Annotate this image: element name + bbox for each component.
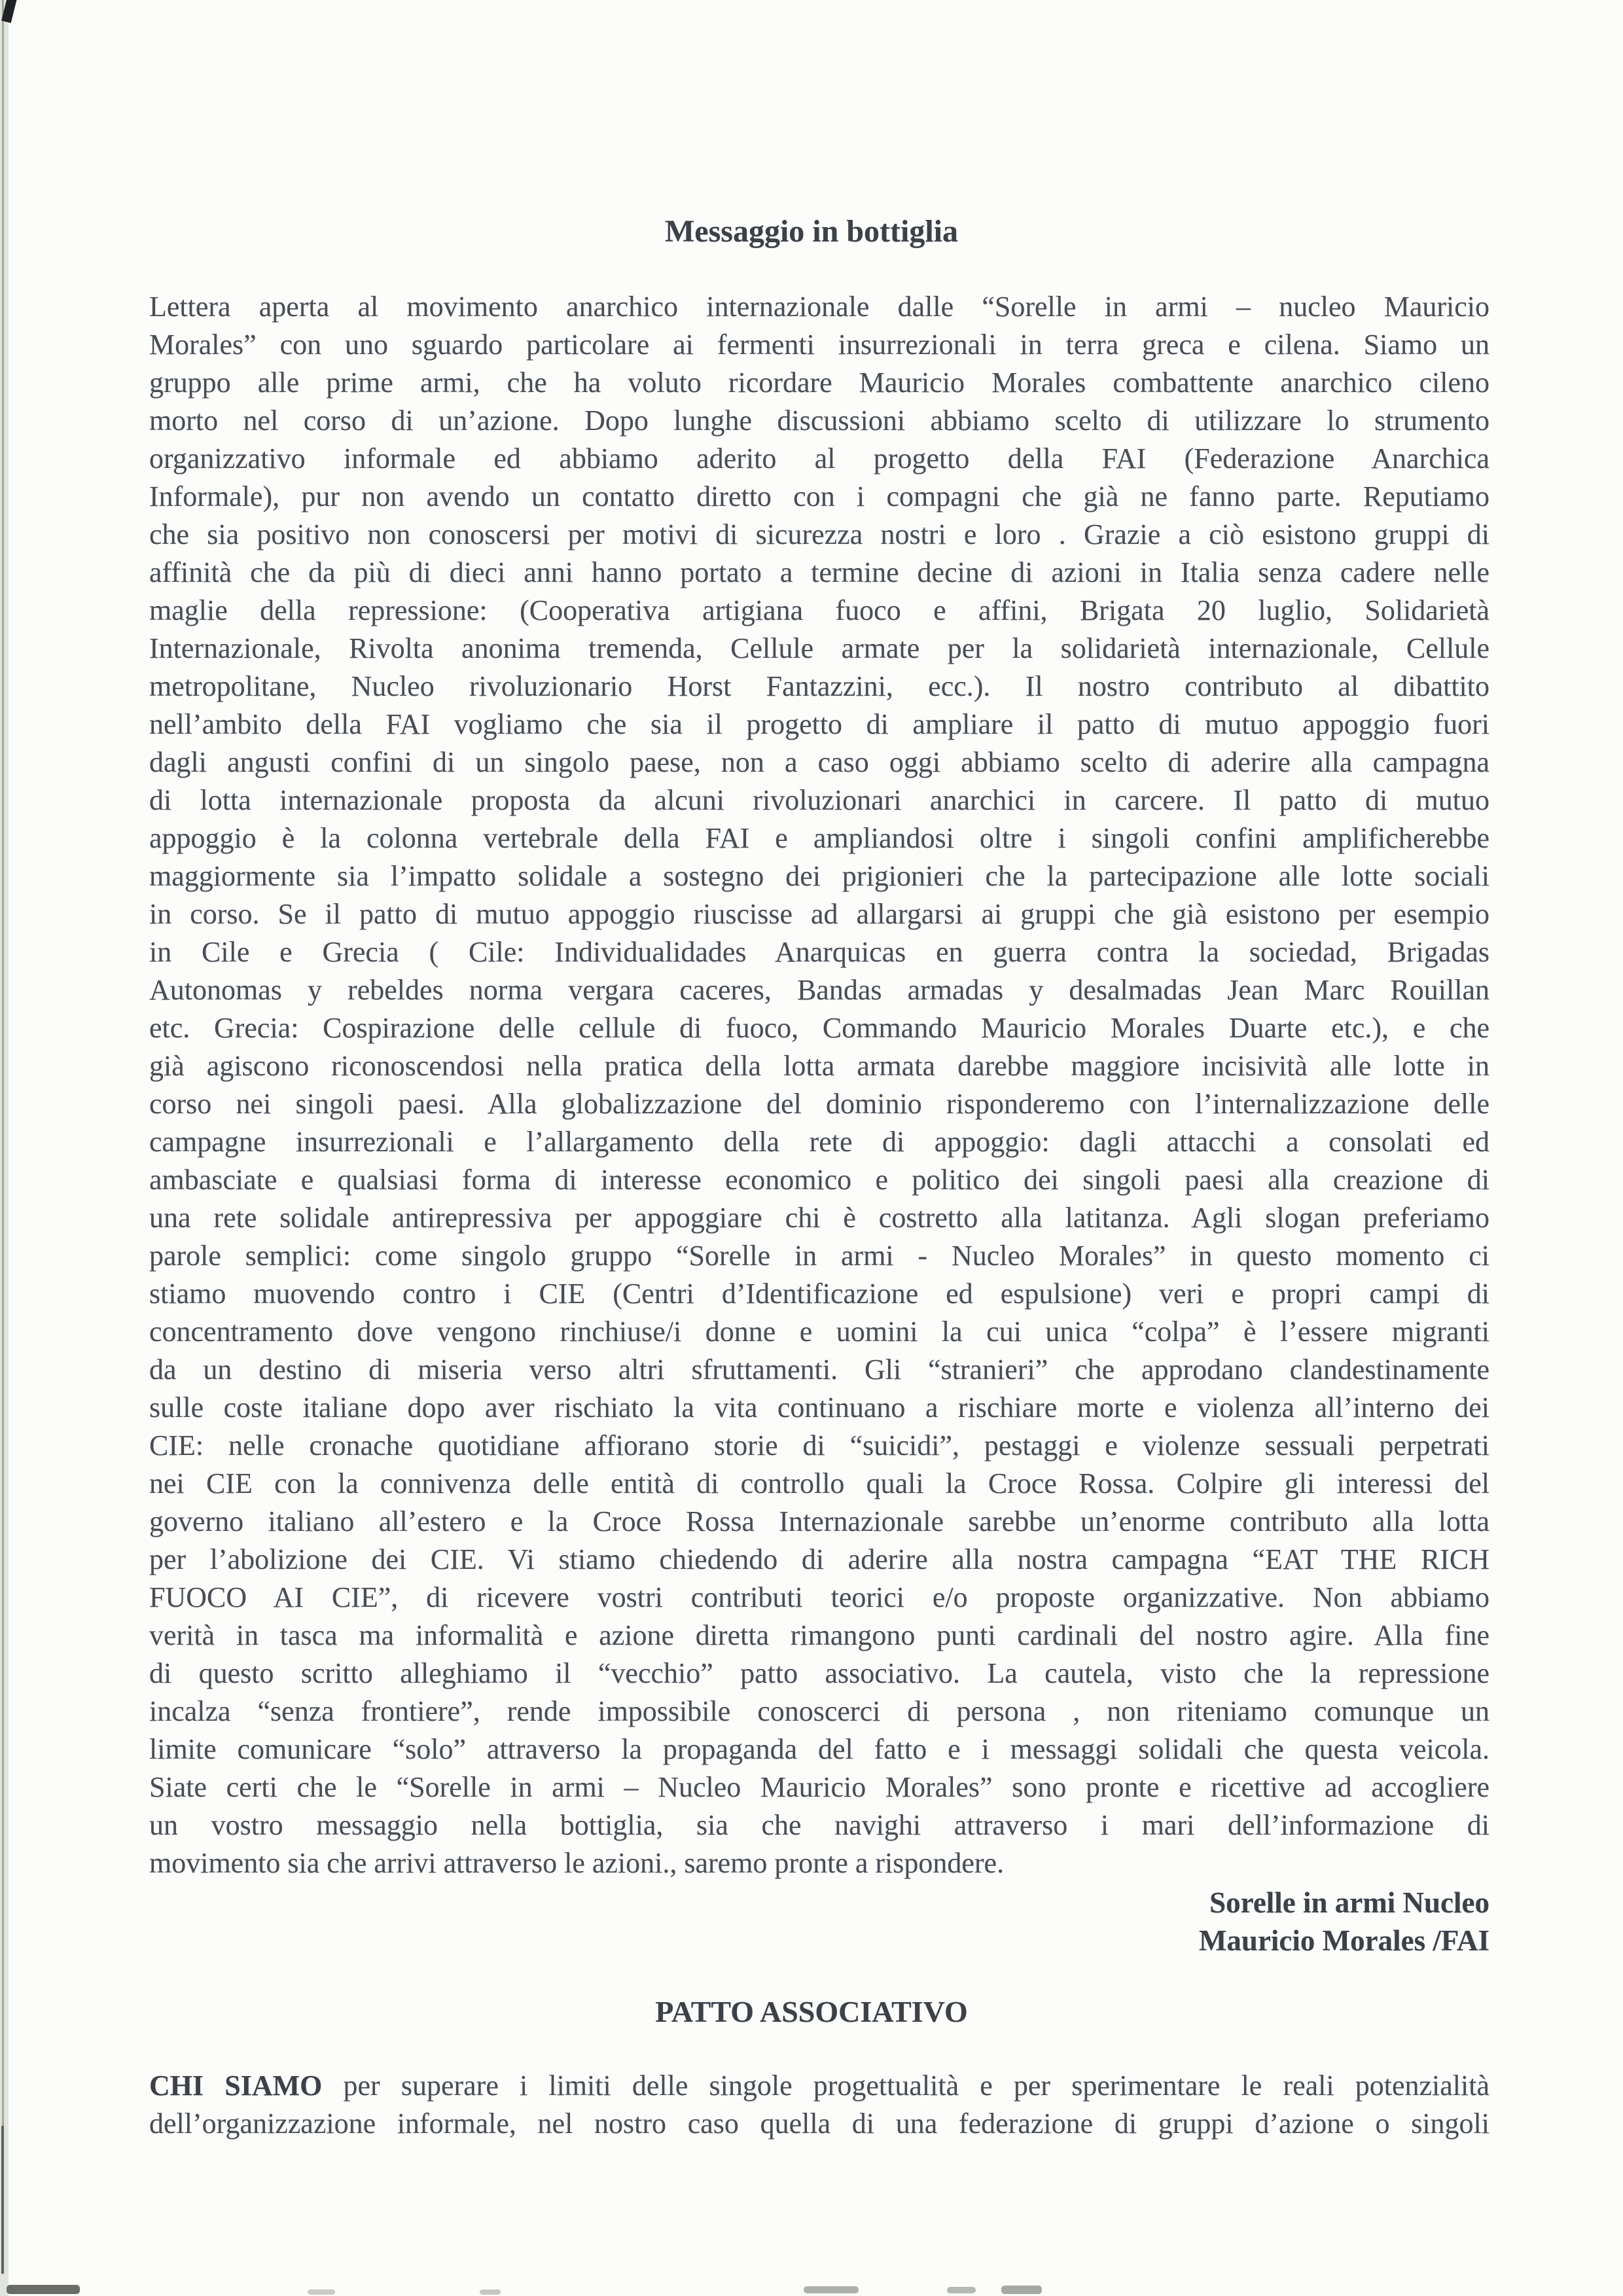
body-text-line: una rete solidale antirepressiva per appoggiare chi è costretto alla latitanza. Agli slogan preferiamo <box>149 1202 1489 1234</box>
body-text-line: corso nei singoli paesi. Alla globalizzazione del dominio risponderemo con l’internalizzazione delle <box>149 1088 1489 1120</box>
body-text-line: per l’abolizione dei CIE. Vi stiamo chiedendo di aderire alla nostra campagna “EAT THE RICH <box>149 1543 1489 1575</box>
section-heading-patto-associativo: PATTO ASSOCIATIVO <box>655 1995 968 2028</box>
body-text-line: dagli angusti confini di un singolo paese, non a caso oggi abbiamo scelto di aderire alla campagna <box>149 746 1489 778</box>
body-text-line: affinità che da più di dieci anni hanno portato a termine decine di azioni in Italia senza cadere nelle <box>149 556 1489 588</box>
body-text-line: in Cile e Grecia ( Cile: Individualidades Anarquicas en guerra contra la sociedad, Brigadas <box>149 936 1489 968</box>
body-text-line: organizzativo informale ed abbiamo aderito al progetto della FAI (Federazione Anarchica <box>149 442 1489 475</box>
body-text-line: Autonomas y rebeldes norma vergara caceres, Bandas armadas y desalmadas Jean Marc Rouillan <box>149 974 1489 1006</box>
body-text-line: Internazionale, Rivolta anonima tremenda, Cellule armate per la solidarietà internazionale, Cellule <box>149 632 1489 664</box>
scan-edge-line-dark-segment <box>1 2126 4 2274</box>
body-text-line: nell’ambito della FAI vogliamo che sia il progetto di ampliare il patto di mutuo appoggio fuori <box>149 708 1489 740</box>
body-text-line: maggiormente sia l’impatto solidale a sostegno dei prigionieri che la partecipazione alle lotte sociali <box>149 860 1489 892</box>
chi-siamo-bold-prefix: CHI SIAMO <box>149 2070 323 2102</box>
body-text-line: incalza “senza frontiere”, rende impossibile conoscerci di persona , non riteniamo comunque un <box>149 1695 1489 1727</box>
body-text-line: in corso. Se il patto di mutuo appoggio riuscisse ad allargarsi ai gruppi che già esistono per esempio <box>149 898 1489 930</box>
body-text-line: CIE: nelle cronache quotidiane affiorano storie di “suicidi”, pestaggi e violenze sessuali perpetrati <box>149 1429 1489 1462</box>
body-text-line: sulle coste italiane dopo aver rischiato la vita continuano a rischiare morte e violenza all’interno dei <box>149 1391 1489 1424</box>
scan-smudge <box>1001 2286 1042 2294</box>
body-text-line: maglie della repressione: (Cooperativa artigiana fuoco e affini, Brigata 20 luglio, Solidarietà <box>149 594 1489 626</box>
body-text-line: Informale), pur non avendo un contatto diretto con i compagni che già ne fanno parte. Reputiamo <box>149 480 1489 512</box>
body-text-line: Lettera aperta al movimento anarchico internazionale dalle “Sorelle in armi – nucleo Mauricio <box>149 291 1489 323</box>
scan-smudge <box>308 2289 335 2295</box>
body-text-line: ambasciate e qualsiasi forma di interesse economico e politico dei singoli paesi alla creazione di <box>149 1164 1489 1196</box>
body-text-line: etc. Grecia: Cospirazione delle cellule di fuoco, Commando Mauricio Morales Duarte etc.), e che <box>149 1012 1489 1044</box>
body-text-line: FUOCO AI CIE”, di ricevere vostri contributi teorici e/o proposte organizzative. Non abbiamo <box>149 1581 1489 1613</box>
body-text-line: governo italiano all’estero e la Croce Rossa Internazionale sarebbe un’enorme contributo alla lotta <box>149 1505 1489 1537</box>
body-text-line: che sia positivo non conoscersi per motivi di sicurezza nostri e loro . Grazie a ciò esistono gruppi di <box>149 518 1489 550</box>
body-text-line: di questo scritto alleghiamo il “vecchio” patto associativo. La cautela, visto che la repressione <box>149 1657 1489 1689</box>
signature-line-2: Mauricio Morales /FAI <box>1198 1924 1489 1957</box>
scan-edge-line <box>2 0 4 2274</box>
body-text-line: limite comunicare “solo” attraverso la propaganda del fatto e i messaggi solidali che questa veicola. <box>149 1733 1489 1765</box>
document-title: Messaggio in bottiglia <box>664 214 958 249</box>
body-text-line: campagne insurrezionali e l’allargamento della rete di appoggio: dagli attacchi a consolati ed <box>149 1126 1489 1158</box>
scan-edge-strip <box>0 0 9 2296</box>
scan-smudge <box>480 2289 501 2295</box>
body-text-line: un vostro messaggio nella bottiglia, sia che navighi attraverso i mari dell’informazione di <box>149 1809 1489 1841</box>
body-text-line: verità in tasca ma informalità e azione diretta rimangono punti cardinali del nostro agire. Alla fine <box>149 1619 1489 1651</box>
body-text-line: Morales” con uno sguardo particolare ai fermenti insurrezionali in terra greca e cilena. Siamo un <box>149 329 1489 361</box>
body-text-line: gruppo alle prime armi, che ha voluto ricordare Mauricio Morales combattente anarchico cileno <box>149 367 1489 399</box>
body-text-line: concentramento dove vengono rinchiuse/i donne e uomini la cui unica “colpa” è l’essere migranti <box>149 1316 1489 1348</box>
chi-siamo-line-2: dell’organizzazione informale, nel nostro caso quella di una federazione di gruppi d’azione o singoli <box>149 2108 1489 2140</box>
signature-block <box>149 1884 1489 1960</box>
signature-line-1: Sorelle in armi Nucleo <box>1209 1886 1489 1919</box>
scan-smudge <box>804 2286 859 2293</box>
body-text-line: nei CIE con la connivenza delle entità di controllo quali la Croce Rossa. Colpire gli interessi del <box>149 1467 1489 1499</box>
body-text-line: parole semplici: come singolo gruppo “Sorelle in armi - Nucleo Morales” in questo momento ci <box>149 1240 1489 1272</box>
body-text-line: già agiscono riconoscendosi nella pratica della lotta armata darebbe maggiore incisività alle lotte in <box>149 1050 1489 1082</box>
chi-siamo-paragraph <box>149 2067 1489 2143</box>
scan-smudge <box>7 2285 80 2294</box>
chi-siamo-line-1-rest: per superare i limiti delle singole progettualità e per sperimentare le reali potenzialità <box>322 2070 1490 2102</box>
body-text-line: di lotta internazionale proposta da alcuni rivoluzionari anarchici in carcere. Il patto di mutuo <box>149 784 1489 816</box>
letter-body <box>149 288 1489 1882</box>
body-text-line: movimento sia che arrivi attraverso le azioni., saremo pronte a rispondere. <box>149 1847 1005 1879</box>
chi-siamo-line-1 <box>149 2067 1489 2105</box>
body-text-line: Siate certi che le “Sorelle in armi – Nucleo Mauricio Morales” sono pronte e ricettive ad accogliere <box>149 1771 1489 1803</box>
body-text-line: stiamo muovendo contro i CIE (Centri d’Identificazione ed espulsione) veri e propri campi di <box>149 1278 1489 1310</box>
body-text-line: da un destino di miseria verso altri sfruttamenti. Gli “stranieri” che approdano clandestinamente <box>149 1354 1489 1386</box>
scan-smudge <box>947 2287 976 2293</box>
body-text-line: appoggio è la colonna vertebrale della FAI e ampliandosi oltre i singoli confini amplificherebbe <box>149 822 1489 854</box>
body-text-line: metropolitane, Nucleo rivoluzionario Horst Fantazzini, ecc.). Il nostro contributo al dibattito <box>149 670 1489 702</box>
body-text-line: morto nel corso di un’azione. Dopo lunghe discussioni abbiamo scelto di utilizzare lo strumento <box>149 404 1489 437</box>
